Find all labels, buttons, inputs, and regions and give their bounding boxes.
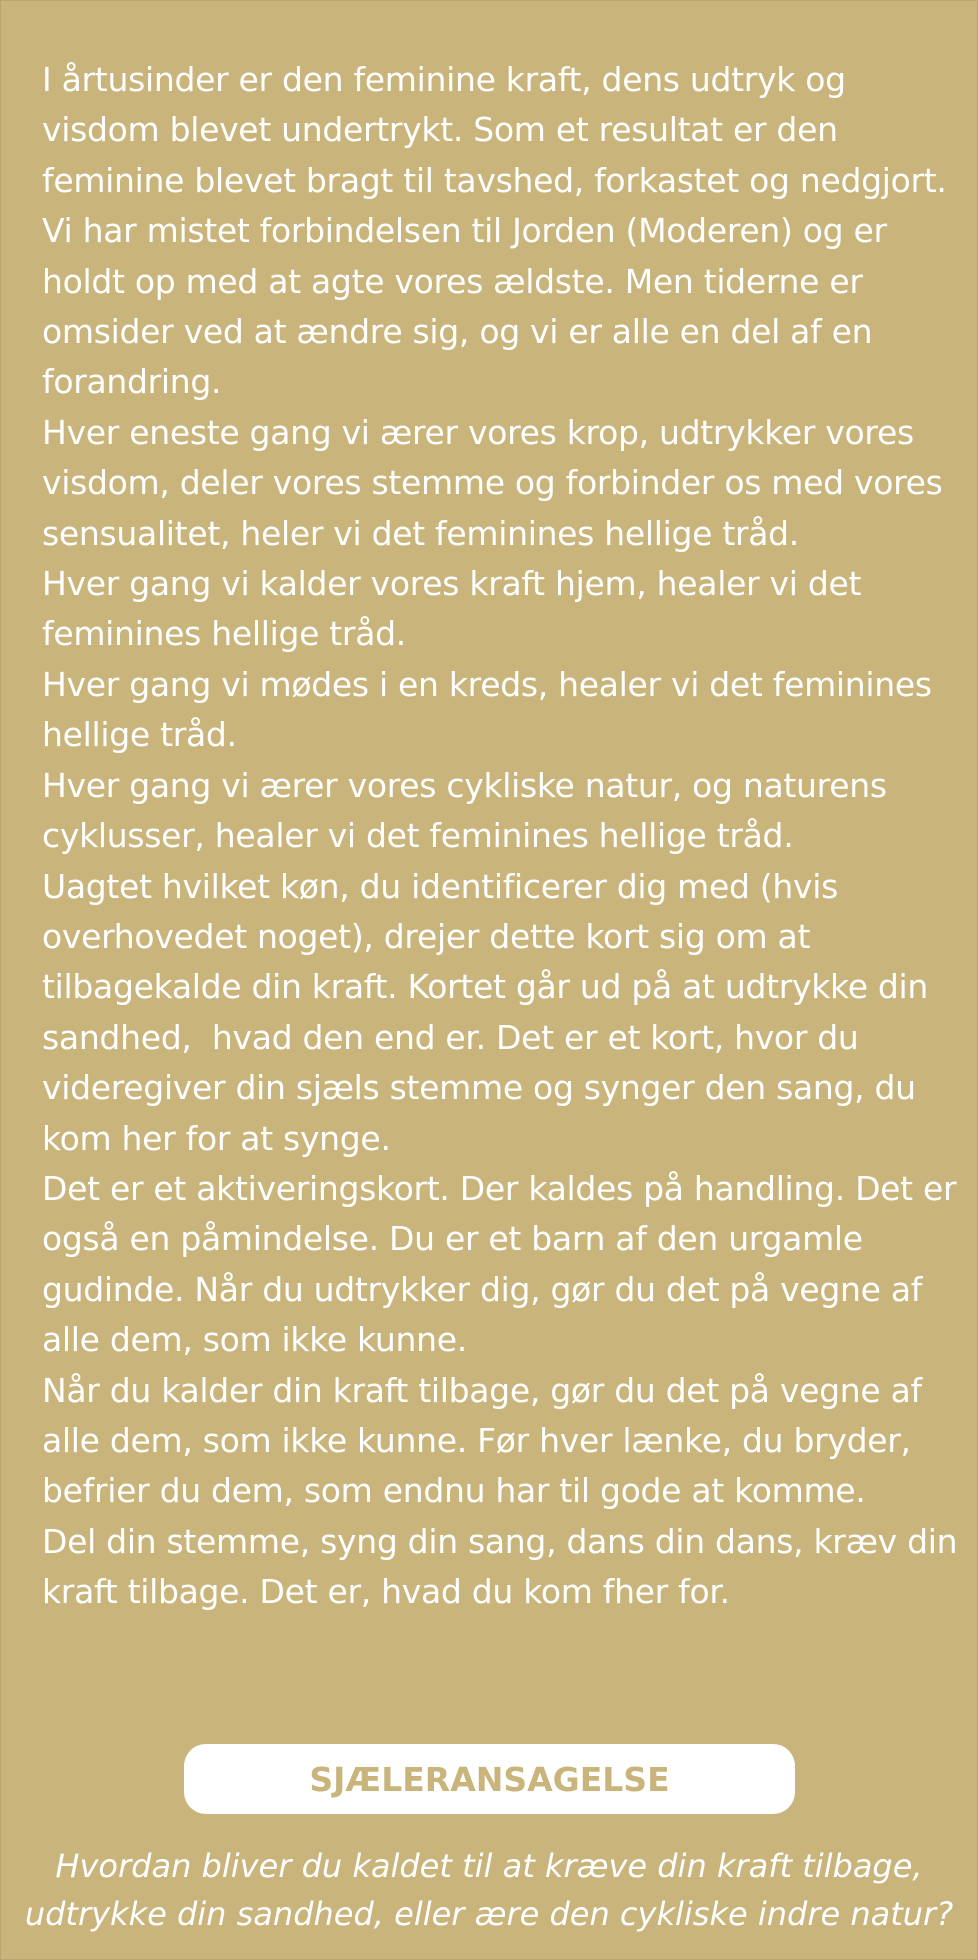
question-line: Hvordan bliver du kaldet til at kræve din kraft tilbage, bbox=[55, 1847, 923, 1885]
paragraph-intro: I årtusinder er den feminine kraft, dens udtryk og visdom blevet undertrykt. Som et resultat er den feminine blevet bragt til tavshed, forkastet og nedgjort. Vi har mistet forbindelsen til Jorden (Moderen) og er holdt op med at agte vores ældste. Men tiderne er omsider ved at ændre sig, og vi er alle en del af en forandring. bbox=[42, 60, 957, 402]
section-label: SJÆLERANSAGELSE bbox=[309, 1759, 670, 1799]
body-text bbox=[42, 55, 968, 1618]
paragraph-honor-body: Hver eneste gang vi ærer vores krop, udtrykker vores visdom, deler vores stemme og forbinder os med vores sensualitet, heler vi det feminines hellige tråd. bbox=[42, 412, 953, 553]
paragraph-circle: Hver gang vi mødes i en kreds, healer vi det feminines hellige tråd. bbox=[42, 664, 942, 755]
paragraph-chains: Når du kalder din kraft tilbage, gør du det på vegne af alle dem, som ikke kunne. Før hver lænke, du bryder, befrier du dem, som endnu har til gode at komme. bbox=[42, 1370, 933, 1511]
paragraph-call-power: Hver gang vi kalder vores kraft hjem, healer vi det feminines hellige tråd. bbox=[42, 564, 872, 654]
paragraph-closing: Del din stemme, syng din sang, dans din dans, kræv din kraft tilbage. Det er, hvad du kom fher for. bbox=[42, 1521, 968, 1612]
reflection-question bbox=[0, 1842, 978, 1938]
section-label-pill bbox=[184, 1744, 795, 1814]
paragraph-activation: Det er et aktiveringskort. Der kaldes på handling. Det er også en påmindelse. Du er et barn af den urgamle gudinde. Når du udtrykker dig, gør du det på vegne af alle dem, som ikke kunne. bbox=[42, 1168, 967, 1360]
question-line: udtrykke din sandhed, eller ære den cykliske indre natur? bbox=[24, 1895, 954, 1933]
paragraph-gender: Uagtet hvilket køn, du identificerer dig med (hvis overhovedet noget), drejer dette kort sig om at tilbagekalde din kraft. Kortet går ud på at udtrykke din sandhed, hvad den end er. Det er et kort, hvor du videregiver din sjæls stemme og synger den sang, du kom her for at synge. bbox=[42, 866, 939, 1158]
paragraph-cyclical: Hver gang vi ærer vores cykliske natur, og naturens cyklusser, healer vi det feminines hellige tråd. bbox=[42, 765, 897, 856]
